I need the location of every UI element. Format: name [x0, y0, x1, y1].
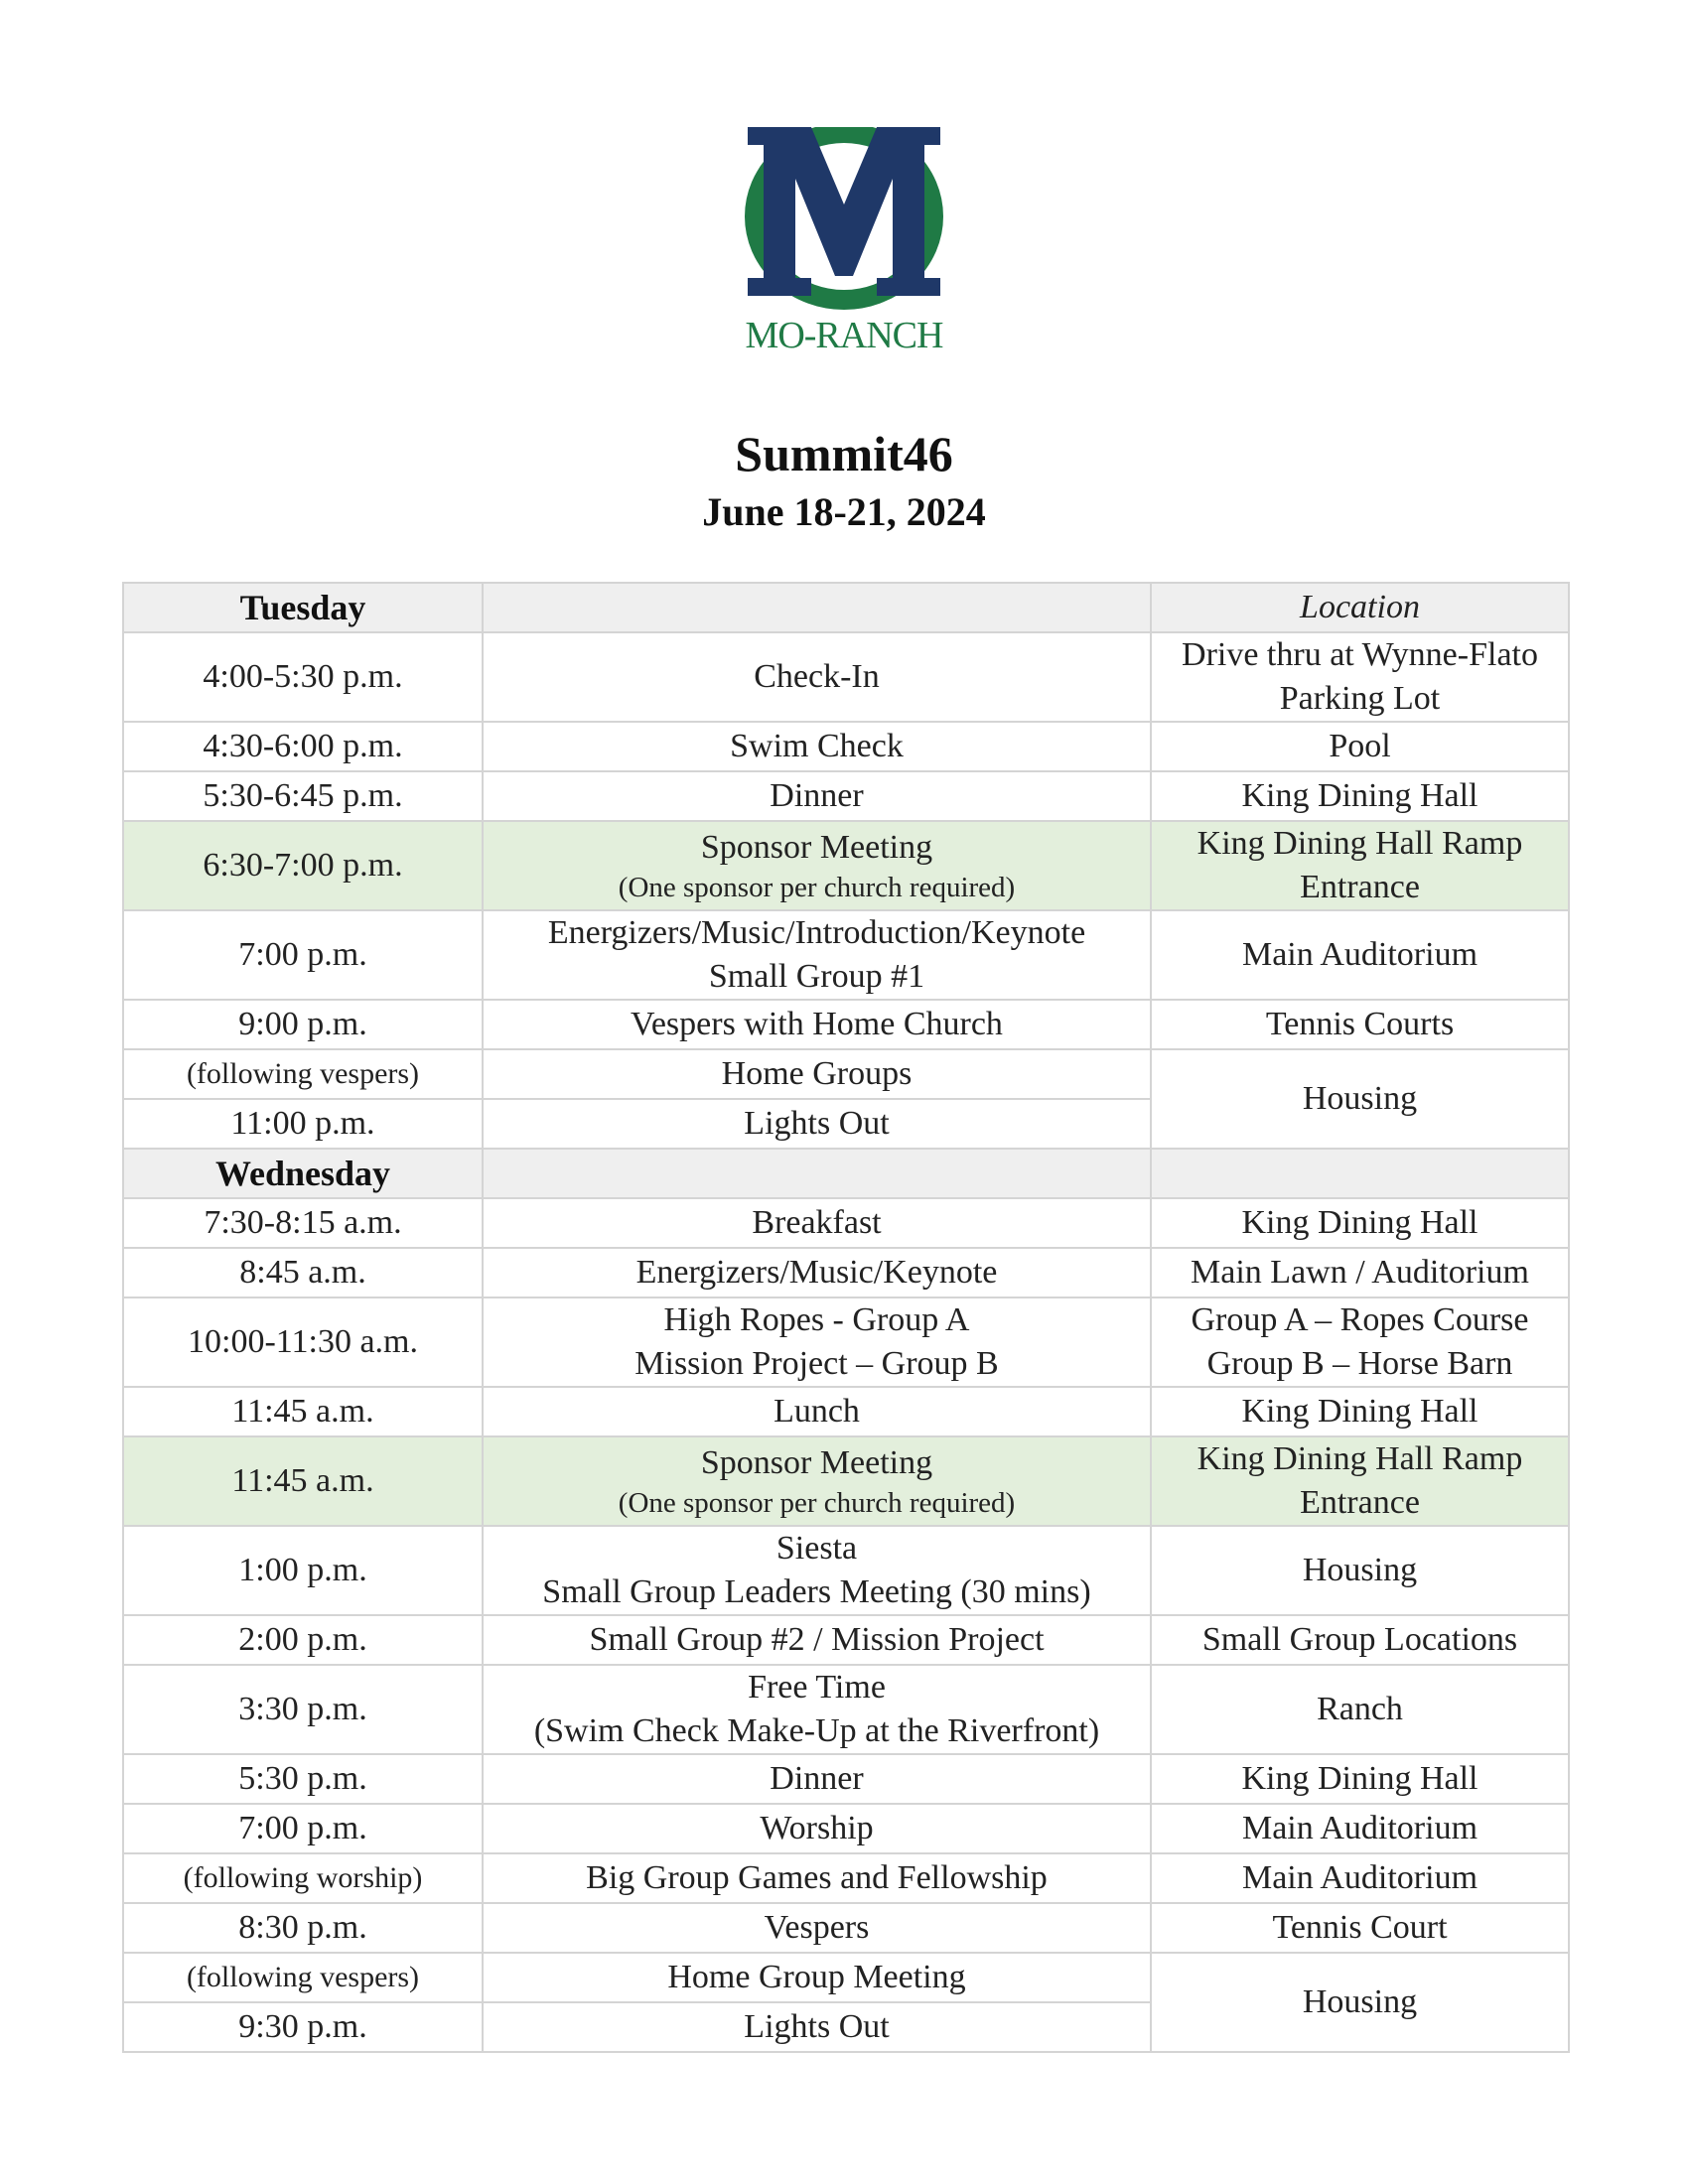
time-cell: 2:00 p.m. [123, 1615, 483, 1665]
time-cell: 11:00 p.m. [123, 1099, 483, 1149]
time-cell: 7:00 p.m. [123, 910, 483, 1000]
time-cell: 7:30-8:15 a.m. [123, 1198, 483, 1248]
mo-ranch-emblem-icon [740, 127, 948, 311]
event-title: Sponsor Meeting [700, 829, 933, 866]
day-header-spacer [1151, 1149, 1569, 1198]
table-row [123, 771, 1569, 821]
event-cell [483, 821, 1151, 910]
table-row [123, 910, 1569, 1000]
event-note: (One sponsor per church required) [618, 872, 1016, 903]
table-row [123, 722, 1569, 771]
day-header-wednesday [123, 1149, 1569, 1198]
table-row [123, 1248, 1569, 1297]
location-line: Group B – Horse Barn [1206, 1345, 1513, 1382]
location-cell: King Dining Hall [1151, 1198, 1569, 1248]
event-cell: Check-In [483, 632, 1151, 722]
day-label: Wednesday [123, 1149, 483, 1198]
time-cell: 9:00 p.m. [123, 1000, 483, 1049]
event-cell: Worship [483, 1804, 1151, 1853]
event-cell: Lights Out [483, 1099, 1151, 1149]
event-cell: Dinner [483, 771, 1151, 821]
time-cell: 11:45 a.m. [123, 1436, 483, 1526]
time-cell: 8:30 p.m. [123, 1903, 483, 1953]
event-cell [483, 1436, 1151, 1526]
event-cell [483, 1526, 1151, 1615]
location-cell: Main Auditorium [1151, 1804, 1569, 1853]
event-title: Summit46 [735, 426, 953, 481]
time-cell: 9:30 p.m. [123, 2002, 483, 2052]
location-line: Group A – Ropes Course [1191, 1301, 1529, 1338]
day-header-tuesday [123, 583, 1569, 632]
event-dates: June 18-21, 2024 [702, 489, 986, 534]
location-cell: King Dining Hall [1151, 1754, 1569, 1804]
time-cell: 4:00-5:30 p.m. [123, 632, 483, 722]
table-row-sponsor-meeting [123, 821, 1569, 910]
location-header: Location [1151, 583, 1569, 632]
event-line: Small Group #1 [708, 958, 925, 995]
event-cell: Lunch [483, 1387, 1151, 1436]
day-header-spacer [483, 583, 1151, 632]
location-cell: Tennis Courts [1151, 1000, 1569, 1049]
location-cell: King Dining Hall [1151, 1387, 1569, 1436]
event-cell: Swim Check [483, 722, 1151, 771]
mo-ranch-logo [740, 127, 948, 355]
event-line: Siesta [775, 1530, 858, 1567]
table-row [123, 1903, 1569, 1953]
location-cell: Small Group Locations [1151, 1615, 1569, 1665]
location-cell: Housing [1151, 1953, 1569, 2052]
location-cell: Housing [1151, 1049, 1569, 1149]
event-cell: Dinner [483, 1754, 1151, 1804]
table-row [123, 1853, 1569, 1903]
time-cell: 3:30 p.m. [123, 1665, 483, 1754]
location-cell: Tennis Court [1151, 1903, 1569, 1953]
day-label: Tuesday [123, 583, 483, 632]
event-cell: Small Group #2 / Mission Project [483, 1615, 1151, 1665]
location-cell: King Dining Hall Ramp Entrance [1151, 821, 1569, 910]
time-cell: 5:30-6:45 p.m. [123, 771, 483, 821]
table-row [123, 1665, 1569, 1754]
location-cell: King Dining Hall [1151, 771, 1569, 821]
time-cell: (following worship) [123, 1853, 483, 1903]
event-cell: Vespers [483, 1903, 1151, 1953]
table-row [123, 632, 1569, 722]
location-cell: Main Auditorium [1151, 910, 1569, 1000]
time-cell: 10:00-11:30 a.m. [123, 1297, 483, 1387]
time-cell: (following vespers) [123, 1953, 483, 2002]
table-row [123, 1526, 1569, 1615]
table-row [123, 1049, 1569, 1099]
time-cell: 6:30-7:00 p.m. [123, 821, 483, 910]
location-cell: Drive thru at Wynne-Flato Parking Lot [1151, 632, 1569, 722]
event-cell [483, 1297, 1151, 1387]
table-row [123, 1754, 1569, 1804]
event-cell: Lights Out [483, 2002, 1151, 2052]
table-row [123, 1000, 1569, 1049]
schedule-table [122, 582, 1570, 2053]
location-cell: Pool [1151, 722, 1569, 771]
event-line: Small Group Leaders Meeting (30 mins) [542, 1573, 1091, 1610]
location-cell: Main Auditorium [1151, 1853, 1569, 1903]
event-cell: Vespers with Home Church [483, 1000, 1151, 1049]
event-line: Free Time [748, 1669, 886, 1706]
time-cell: 5:30 p.m. [123, 1754, 483, 1804]
table-row [123, 1198, 1569, 1248]
time-cell: 11:45 a.m. [123, 1387, 483, 1436]
table-row [123, 1297, 1569, 1387]
location-cell: Main Lawn / Auditorium [1151, 1248, 1569, 1297]
event-cell: Home Groups [483, 1049, 1151, 1099]
table-row [123, 1615, 1569, 1665]
event-cell: Home Group Meeting [483, 1953, 1151, 2002]
time-cell: 4:30-6:00 p.m. [123, 722, 483, 771]
event-cell: Breakfast [483, 1198, 1151, 1248]
logo-text: MO-RANCH [745, 315, 943, 356]
table-row [123, 1953, 1569, 2002]
table-row [123, 1387, 1569, 1436]
event-line: Energizers/Music/Introduction/Keynote [547, 914, 1086, 951]
location-cell [1151, 1297, 1569, 1387]
event-cell: Big Group Games and Fellowship [483, 1853, 1151, 1903]
time-cell: 1:00 p.m. [123, 1526, 483, 1615]
time-cell: (following vespers) [123, 1049, 483, 1099]
event-cell [483, 1665, 1151, 1754]
table-row [123, 1804, 1569, 1853]
location-cell: King Dining Hall Ramp Entrance [1151, 1436, 1569, 1526]
event-title: Sponsor Meeting [700, 1444, 933, 1481]
event-cell [483, 910, 1151, 1000]
time-cell: 7:00 p.m. [123, 1804, 483, 1853]
event-line: Mission Project – Group B [634, 1345, 999, 1382]
location-cell: Ranch [1151, 1665, 1569, 1754]
event-line: (Swim Check Make-Up at the Riverfront) [533, 1712, 1100, 1749]
table-row-sponsor-meeting [123, 1436, 1569, 1526]
day-header-spacer [483, 1149, 1151, 1198]
event-line: High Ropes - Group A [663, 1301, 970, 1338]
location-cell: Housing [1151, 1526, 1569, 1615]
event-note: (One sponsor per church required) [618, 1487, 1016, 1519]
time-cell: 8:45 a.m. [123, 1248, 483, 1297]
event-cell: Energizers/Music/Keynote [483, 1248, 1151, 1297]
